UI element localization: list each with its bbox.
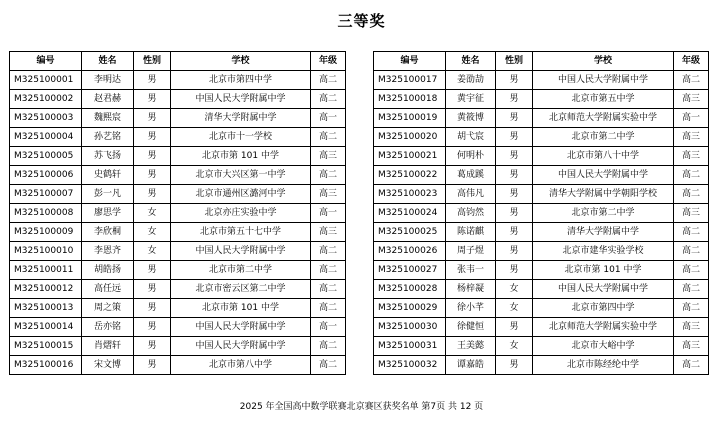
cell-grade: 高二 bbox=[311, 280, 346, 299]
cell-name: 苏飞扬 bbox=[82, 147, 134, 166]
table-row bbox=[10, 337, 346, 356]
table-row bbox=[10, 166, 346, 185]
cell-id: M325100032 bbox=[374, 356, 446, 375]
cell-school: 清华大学附属中学朝阳学校 bbox=[533, 185, 674, 204]
header-gender: 性别 bbox=[134, 52, 171, 71]
table-row bbox=[374, 337, 709, 356]
cell-grade: 高三 bbox=[311, 223, 346, 242]
cell-id: M325100022 bbox=[374, 166, 446, 185]
table-row bbox=[10, 90, 346, 109]
cell-name: 李明达 bbox=[82, 71, 134, 90]
cell-school: 北京师范大学附属实验中学 bbox=[533, 109, 674, 128]
cell-gender: 男 bbox=[134, 109, 171, 128]
cell-name: 肖熠轩 bbox=[82, 337, 134, 356]
header-name: 姓名 bbox=[446, 52, 496, 71]
cell-school: 中国人民大学附属中学 bbox=[171, 90, 311, 109]
cell-school: 北京市第五十七中学 bbox=[171, 223, 311, 242]
cell-gender: 男 bbox=[134, 71, 171, 90]
cell-id: M325100028 bbox=[374, 280, 446, 299]
table-row bbox=[374, 185, 709, 204]
cell-gender: 男 bbox=[134, 166, 171, 185]
cell-id: M325100025 bbox=[374, 223, 446, 242]
cell-name: 李恩齐 bbox=[82, 242, 134, 261]
cell-name: 胡弋宸 bbox=[446, 128, 496, 147]
award-table-left bbox=[9, 51, 346, 375]
cell-name: 何明朴 bbox=[446, 147, 496, 166]
cell-gender: 男 bbox=[496, 223, 533, 242]
cell-id: M325100007 bbox=[10, 185, 82, 204]
table-header-row bbox=[10, 52, 346, 71]
cell-grade: 高一 bbox=[311, 318, 346, 337]
cell-grade: 高三 bbox=[311, 147, 346, 166]
table-row bbox=[374, 71, 709, 90]
cell-id: M325100023 bbox=[374, 185, 446, 204]
cell-gender: 男 bbox=[134, 185, 171, 204]
cell-school: 清华大学附属中学 bbox=[533, 223, 674, 242]
header-gender: 性别 bbox=[496, 52, 533, 71]
table-header-row bbox=[374, 52, 709, 71]
cell-school: 北京亦庄实验中学 bbox=[171, 204, 311, 223]
cell-id: M325100030 bbox=[374, 318, 446, 337]
cell-gender: 男 bbox=[496, 128, 533, 147]
table-row bbox=[10, 204, 346, 223]
cell-id: M325100031 bbox=[374, 337, 446, 356]
cell-school: 北京市大兴区第一中学 bbox=[171, 166, 311, 185]
cell-grade: 高二 bbox=[674, 166, 709, 185]
cell-name: 姜劭劼 bbox=[446, 71, 496, 90]
cell-gender: 女 bbox=[134, 223, 171, 242]
cell-name: 李欣桐 bbox=[82, 223, 134, 242]
cell-id: M325100020 bbox=[374, 128, 446, 147]
cell-gender: 男 bbox=[134, 337, 171, 356]
cell-name: 宋文博 bbox=[82, 356, 134, 375]
cell-grade: 高二 bbox=[674, 223, 709, 242]
cell-grade: 高二 bbox=[674, 71, 709, 90]
cell-grade: 高二 bbox=[311, 166, 346, 185]
cell-id: M325100015 bbox=[10, 337, 82, 356]
cell-id: M325100024 bbox=[374, 204, 446, 223]
cell-grade: 高三 bbox=[674, 90, 709, 109]
table-row bbox=[374, 242, 709, 261]
cell-name: 史鹤轩 bbox=[82, 166, 134, 185]
cell-gender: 男 bbox=[496, 147, 533, 166]
cell-school: 中国人民大学附属中学 bbox=[171, 318, 311, 337]
table-body-left bbox=[10, 71, 346, 375]
cell-gender: 男 bbox=[134, 299, 171, 318]
table-row bbox=[10, 185, 346, 204]
cell-grade: 高二 bbox=[674, 261, 709, 280]
cell-id: M325100021 bbox=[374, 147, 446, 166]
cell-gender: 男 bbox=[134, 128, 171, 147]
table-row bbox=[374, 109, 709, 128]
cell-gender: 男 bbox=[496, 166, 533, 185]
cell-id: M325100019 bbox=[374, 109, 446, 128]
table-row bbox=[10, 280, 346, 299]
cell-school: 北京市第 101 中学 bbox=[171, 299, 311, 318]
cell-school: 北京市十一学校 bbox=[171, 128, 311, 147]
header-name: 姓名 bbox=[82, 52, 134, 71]
cell-grade: 高一 bbox=[311, 109, 346, 128]
header-school: 学校 bbox=[533, 52, 674, 71]
cell-grade: 高三 bbox=[674, 337, 709, 356]
cell-id: M325100008 bbox=[10, 204, 82, 223]
cell-school: 北京市第二中学 bbox=[171, 261, 311, 280]
cell-id: M325100003 bbox=[10, 109, 82, 128]
cell-gender: 女 bbox=[496, 299, 533, 318]
cell-grade: 高二 bbox=[674, 242, 709, 261]
cell-school: 北京市通州区潞河中学 bbox=[171, 185, 311, 204]
cell-name: 谭嘉皓 bbox=[446, 356, 496, 375]
cell-id: M325100014 bbox=[10, 318, 82, 337]
cell-grade: 高二 bbox=[674, 280, 709, 299]
cell-school: 中国人民大学附属中学 bbox=[533, 166, 674, 185]
cell-id: M325100017 bbox=[374, 71, 446, 90]
cell-name: 张韦一 bbox=[446, 261, 496, 280]
cell-grade: 高三 bbox=[674, 318, 709, 337]
cell-school: 北京市建华实验学校 bbox=[533, 242, 674, 261]
cell-gender: 男 bbox=[496, 185, 533, 204]
cell-name: 胡皓扬 bbox=[82, 261, 134, 280]
cell-name: 彭一凡 bbox=[82, 185, 134, 204]
cell-gender: 男 bbox=[134, 147, 171, 166]
cell-school: 北京市第八中学 bbox=[171, 356, 311, 375]
table-row bbox=[10, 356, 346, 375]
cell-id: M325100011 bbox=[10, 261, 82, 280]
cell-name: 黄筱博 bbox=[446, 109, 496, 128]
table-row bbox=[10, 299, 346, 318]
cell-grade: 高三 bbox=[674, 204, 709, 223]
table-row bbox=[10, 223, 346, 242]
cell-name: 周子煜 bbox=[446, 242, 496, 261]
header-grade: 年级 bbox=[311, 52, 346, 71]
cell-grade: 高二 bbox=[311, 356, 346, 375]
table-row bbox=[10, 128, 346, 147]
cell-grade: 高三 bbox=[674, 128, 709, 147]
cell-grade: 高二 bbox=[311, 242, 346, 261]
cell-grade: 高二 bbox=[311, 337, 346, 356]
cell-gender: 男 bbox=[134, 318, 171, 337]
cell-gender: 男 bbox=[496, 109, 533, 128]
cell-school: 北京师范大学附属实验中学 bbox=[533, 318, 674, 337]
table-row bbox=[374, 90, 709, 109]
cell-id: M325100026 bbox=[374, 242, 446, 261]
table-row bbox=[10, 242, 346, 261]
cell-school: 清华大学附属中学 bbox=[171, 109, 311, 128]
cell-name: 周之策 bbox=[82, 299, 134, 318]
cell-gender: 男 bbox=[496, 90, 533, 109]
cell-grade: 高二 bbox=[311, 128, 346, 147]
cell-grade: 高二 bbox=[674, 185, 709, 204]
cell-id: M325100027 bbox=[374, 261, 446, 280]
cell-name: 徐小芊 bbox=[446, 299, 496, 318]
cell-id: M325100016 bbox=[10, 356, 82, 375]
cell-school: 中国人民大学附属中学 bbox=[171, 337, 311, 356]
cell-school: 北京市第八十中学 bbox=[533, 147, 674, 166]
cell-grade: 高二 bbox=[311, 299, 346, 318]
cell-grade: 高二 bbox=[674, 299, 709, 318]
table-row bbox=[10, 71, 346, 90]
table-row bbox=[374, 280, 709, 299]
table-row bbox=[374, 261, 709, 280]
cell-school: 中国人民大学附属中学 bbox=[171, 242, 311, 261]
cell-school: 北京市陈经纶中学 bbox=[533, 356, 674, 375]
table-row bbox=[10, 147, 346, 166]
cell-gender: 女 bbox=[496, 280, 533, 299]
award-table-right bbox=[373, 51, 709, 375]
cell-name: 陈诺麒 bbox=[446, 223, 496, 242]
cell-school: 北京市第二中学 bbox=[533, 204, 674, 223]
cell-name: 王美懿 bbox=[446, 337, 496, 356]
table-row bbox=[374, 147, 709, 166]
cell-name: 廖思学 bbox=[82, 204, 134, 223]
header-school: 学校 bbox=[171, 52, 311, 71]
cell-id: M325100001 bbox=[10, 71, 82, 90]
cell-name: 高伟凡 bbox=[446, 185, 496, 204]
table-row bbox=[10, 318, 346, 337]
cell-grade: 高二 bbox=[674, 356, 709, 375]
cell-gender: 男 bbox=[134, 261, 171, 280]
cell-id: M325100009 bbox=[10, 223, 82, 242]
cell-gender: 女 bbox=[134, 204, 171, 223]
cell-school: 北京市第 101 中学 bbox=[171, 147, 311, 166]
cell-grade: 高三 bbox=[311, 185, 346, 204]
cell-school: 北京市密云区第二中学 bbox=[171, 280, 311, 299]
table-row bbox=[374, 318, 709, 337]
cell-gender: 女 bbox=[496, 337, 533, 356]
cell-id: M325100013 bbox=[10, 299, 82, 318]
cell-name: 孙艺铭 bbox=[82, 128, 134, 147]
cell-gender: 男 bbox=[496, 204, 533, 223]
header-grade: 年级 bbox=[674, 52, 709, 71]
cell-gender: 男 bbox=[496, 71, 533, 90]
cell-id: M325100002 bbox=[10, 90, 82, 109]
page-title: 三等奖 bbox=[337, 12, 386, 30]
cell-grade: 高三 bbox=[674, 147, 709, 166]
cell-grade: 高二 bbox=[311, 261, 346, 280]
cell-gender: 男 bbox=[134, 90, 171, 109]
cell-id: M325100006 bbox=[10, 166, 82, 185]
cell-gender: 男 bbox=[496, 242, 533, 261]
cell-name: 赵君赫 bbox=[82, 90, 134, 109]
cell-school: 北京市第二中学 bbox=[533, 128, 674, 147]
table-row bbox=[10, 109, 346, 128]
cell-school: 北京市第 101 中学 bbox=[533, 261, 674, 280]
cell-grade: 高二 bbox=[311, 90, 346, 109]
table-row bbox=[374, 223, 709, 242]
cell-grade: 高一 bbox=[311, 204, 346, 223]
cell-name: 杨梓凝 bbox=[446, 280, 496, 299]
cell-grade: 高二 bbox=[311, 71, 346, 90]
cell-school: 北京市第五中学 bbox=[533, 90, 674, 109]
cell-school: 北京市第四中学 bbox=[533, 299, 674, 318]
cell-name: 高任远 bbox=[82, 280, 134, 299]
table-row bbox=[374, 204, 709, 223]
table-row bbox=[374, 356, 709, 375]
table-body-right bbox=[374, 71, 709, 375]
table-row bbox=[10, 261, 346, 280]
cell-gender: 男 bbox=[496, 261, 533, 280]
header-id: 编号 bbox=[10, 52, 82, 71]
cell-name: 高钧然 bbox=[446, 204, 496, 223]
cell-name: 徐健恒 bbox=[446, 318, 496, 337]
cell-gender: 男 bbox=[496, 318, 533, 337]
cell-school: 北京市大峪中学 bbox=[533, 337, 674, 356]
header-id: 编号 bbox=[374, 52, 446, 71]
cell-school: 中国人民大学附属中学 bbox=[533, 280, 674, 299]
table-row bbox=[374, 166, 709, 185]
cell-name: 葛成蹊 bbox=[446, 166, 496, 185]
cell-gender: 男 bbox=[134, 356, 171, 375]
cell-name: 黄宇征 bbox=[446, 90, 496, 109]
cell-id: M325100010 bbox=[10, 242, 82, 261]
cell-id: M325100004 bbox=[10, 128, 82, 147]
cell-id: M325100029 bbox=[374, 299, 446, 318]
cell-school: 中国人民大学附属中学 bbox=[533, 71, 674, 90]
cell-id: M325100018 bbox=[374, 90, 446, 109]
cell-grade: 高一 bbox=[674, 109, 709, 128]
page-footer: 2025 年全国高中数学联赛北京赛区获奖名单 第7页 共 12 页 bbox=[239, 402, 484, 412]
cell-gender: 男 bbox=[496, 356, 533, 375]
cell-name: 岳亦铭 bbox=[82, 318, 134, 337]
cell-id: M325100012 bbox=[10, 280, 82, 299]
cell-gender: 男 bbox=[134, 280, 171, 299]
cell-name: 魏熙宸 bbox=[82, 109, 134, 128]
table-row bbox=[374, 299, 709, 318]
cell-school: 北京市第四中学 bbox=[171, 71, 311, 90]
cell-id: M325100005 bbox=[10, 147, 82, 166]
cell-gender: 女 bbox=[134, 242, 171, 261]
table-row bbox=[374, 128, 709, 147]
